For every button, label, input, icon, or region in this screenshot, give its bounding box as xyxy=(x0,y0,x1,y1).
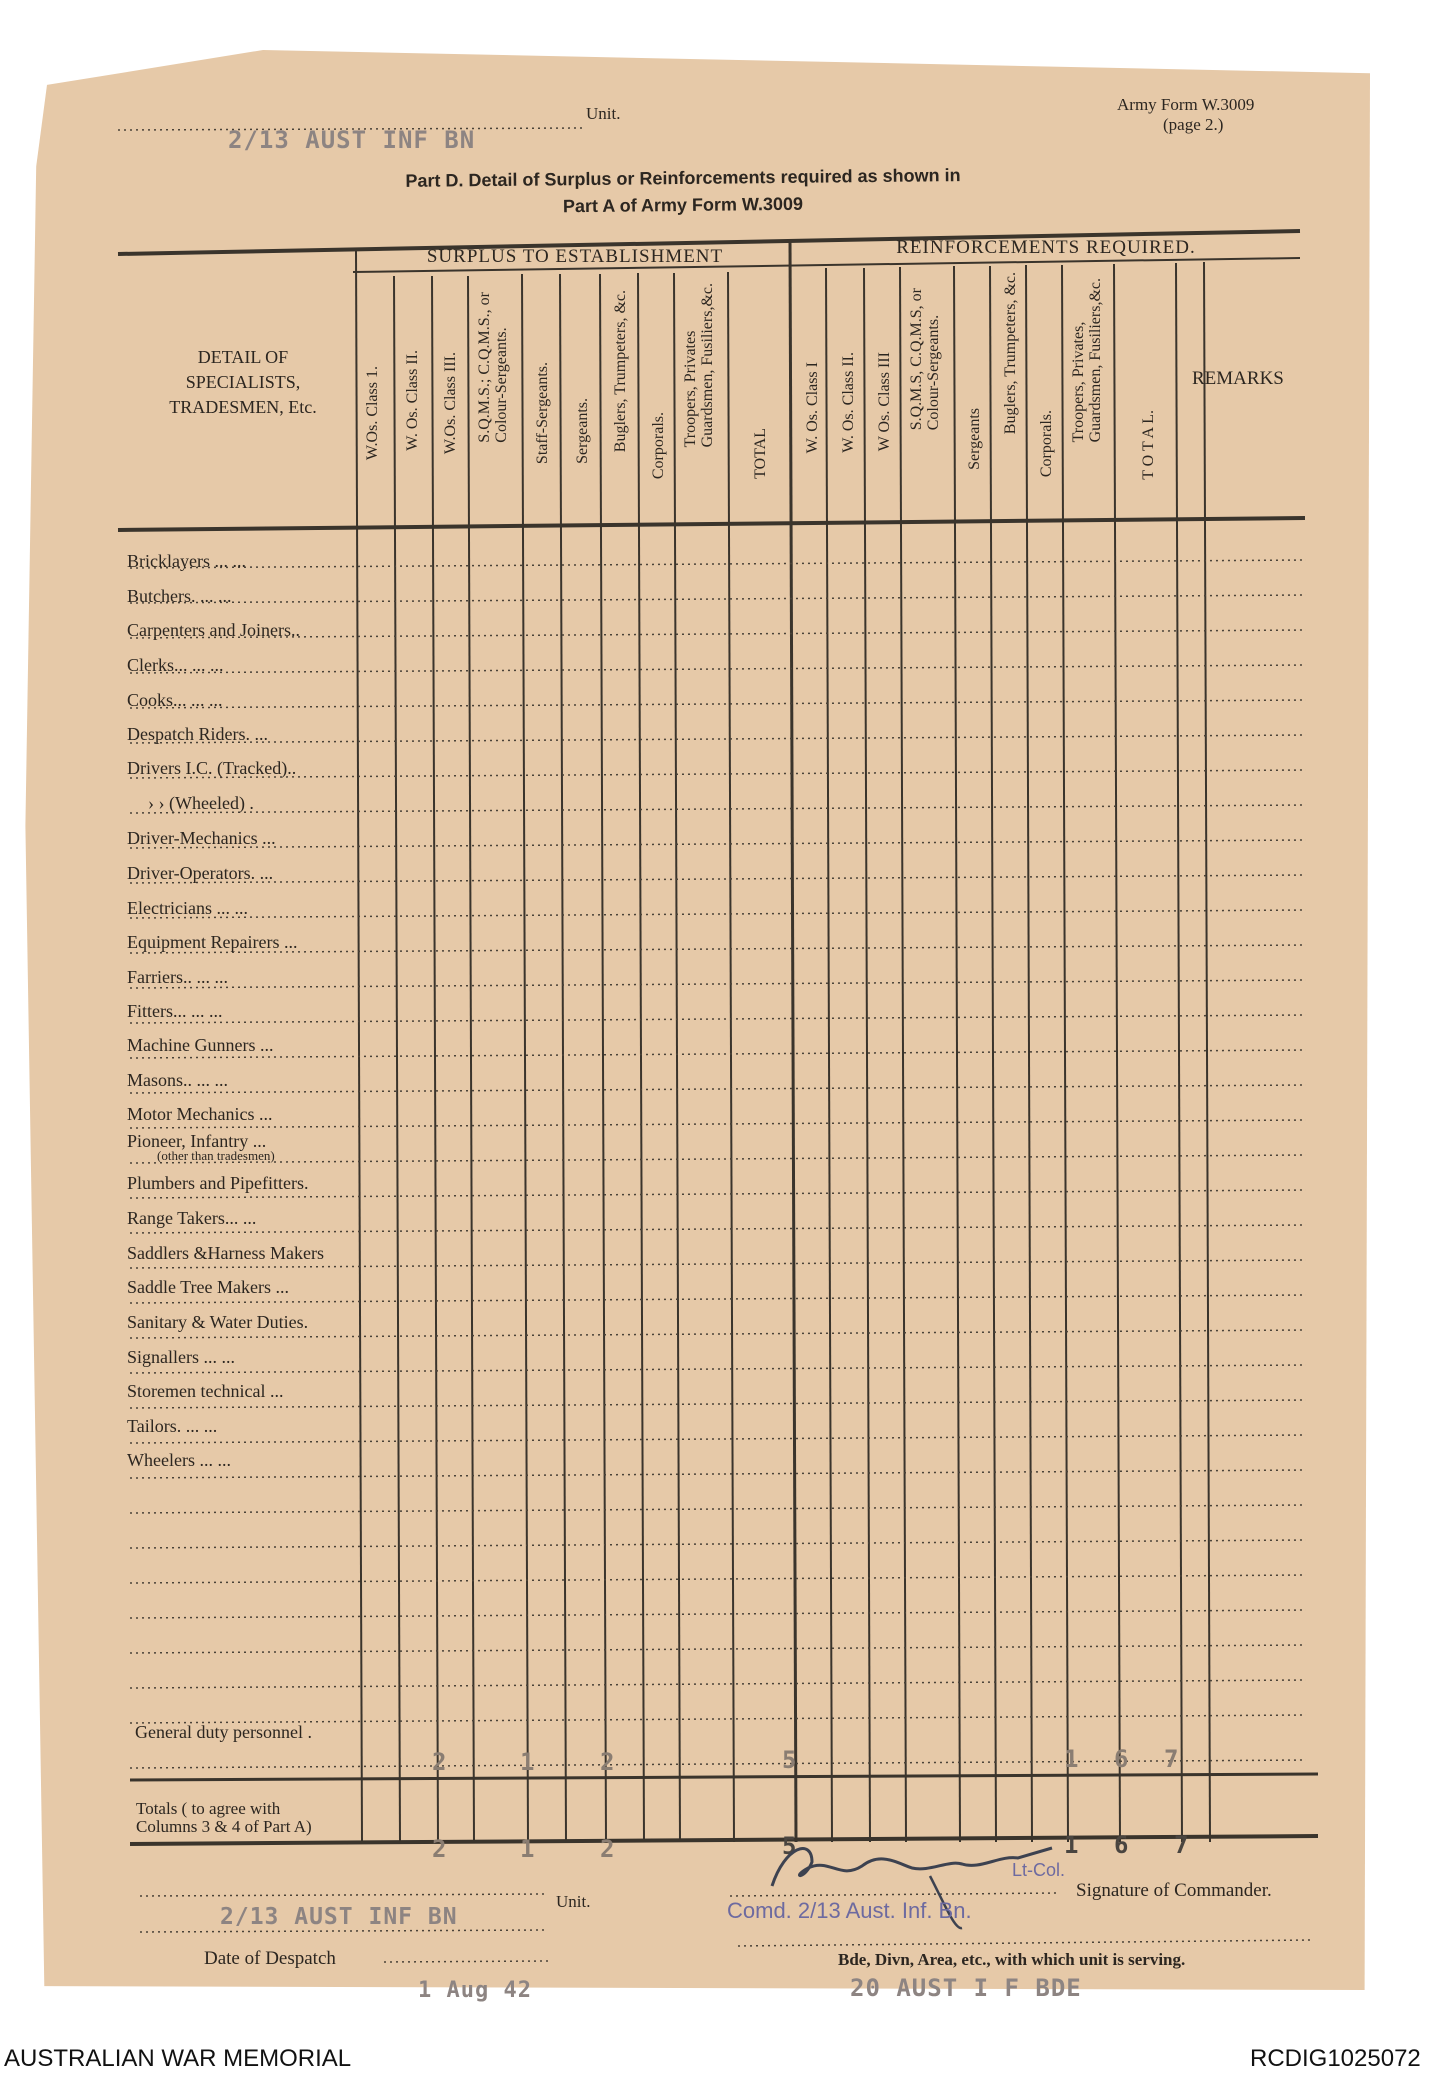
totals-ssgt: 1 xyxy=(520,1835,535,1863)
totals-rtotal: 7 xyxy=(1174,1831,1189,1859)
col-surplus-sqms-line-1: S.Q.M.S.; C.Q.M.S., or xyxy=(476,292,493,443)
date-of-despatch-value: 1 Aug 42 xyxy=(418,1978,532,2003)
row-label-pioneer-text: Pioneer, Infantry ... xyxy=(127,1131,267,1151)
col-surplus-ssgt: Staff-Sergeants. xyxy=(534,362,551,465)
surplus-group-header: SURPLUS TO ESTABLISHMENT xyxy=(426,246,724,267)
row-label-general-duty: General duty personnel . xyxy=(135,1722,312,1742)
row-label-plumbers: Plumbers and Pipefitters. xyxy=(127,1173,309,1193)
row-label-range-takers: Range Takers... ... xyxy=(127,1208,257,1228)
date-of-despatch-label: Date of Despatch xyxy=(204,1948,336,1969)
bde-value: 20 AUST I F BDE xyxy=(850,1974,1082,2002)
commander-stamp: Comd. 2/13 Aust. Inf. Bn. xyxy=(727,1898,972,1923)
row-label-motor-mechanics: Motor Mechanics ... xyxy=(127,1104,273,1124)
row-label-electricians: Electricians ... ... xyxy=(127,898,248,918)
col-reinf-wo3: W Os. Class III xyxy=(876,352,893,452)
signature-unit-label: Unit. xyxy=(556,1892,591,1911)
unit-label: Unit. xyxy=(586,104,621,123)
col-surplus-wo3: W.Os. Class III. xyxy=(442,352,459,455)
col-reinf-buglers: Buglers, Trumpeters, &c. xyxy=(1002,272,1019,435)
col-reinf-sqms-line-2: Colour-Sergeants. xyxy=(925,314,942,431)
general-duty-wo2: 2 xyxy=(432,1748,447,1776)
row-label-pioneer-note: (other than tradesmen) xyxy=(157,1148,275,1163)
bde-label: Bde, Divn, Area, etc., with which unit is serving. xyxy=(838,1950,1186,1969)
col-surplus-total: TOTAL xyxy=(752,428,769,479)
general-duty-cpl: 1 xyxy=(1064,1745,1079,1773)
general-duty-total: 5 xyxy=(782,1746,797,1774)
totals-label-line-2: Columns 3 & 4 of Part A) xyxy=(136,1817,312,1836)
form-title-line-2: Part A of Army Form W.3009 xyxy=(562,193,804,217)
col-surplus-wo1: W.Os. Class 1. xyxy=(364,366,381,461)
row-header-line-1: DETAIL OF xyxy=(197,347,289,367)
reinforcement-group-header: REINFORCEMENTS REQUIRED. xyxy=(896,237,1196,258)
unit-stamp: 2/13 AUST INF BN xyxy=(228,126,476,154)
row-label-tailors: Tailors. ... ... xyxy=(127,1416,218,1436)
totals-wo2: 2 xyxy=(432,1835,447,1863)
col-reinf-wo2: W. Os. Class II. xyxy=(840,352,857,453)
form-title-line-1: Part D. Detail of Surplus or Reinforcements required as shown in xyxy=(405,165,961,191)
col-surplus-wo2: W. Os. Class II. xyxy=(404,350,421,451)
row-label-cooks: Cooks... ... ... xyxy=(127,690,223,710)
col-reinf-sqms-line-1: S.Q.M.S, C.Q.M.S, or xyxy=(908,288,925,431)
row-label-despatch-riders: Despatch Riders. ... xyxy=(127,724,268,744)
remarks-header: REMARKS xyxy=(1192,368,1284,389)
col-surplus-cpl: Corporals. xyxy=(650,412,667,480)
col-surplus-pte-line-1: Troopers, Privates xyxy=(682,330,699,448)
signature-unit-stamp: 2/13 AUST INF BN xyxy=(220,1904,458,1930)
row-label-machine-gunners: Machine Gunners ... xyxy=(127,1035,274,1055)
col-reinf-pte-line-2: Guardsmen, Fusiliers,&c. xyxy=(1087,278,1104,443)
totals-label-line-1: Totals ( to agree with xyxy=(136,1799,281,1818)
commander-rank: Lt-Col. xyxy=(1012,1860,1066,1880)
col-reinf-wo1: W. Os. Class I xyxy=(804,362,821,454)
totals-pte: 6 xyxy=(1114,1831,1129,1859)
general-duty-pte: 6 xyxy=(1114,1745,1129,1773)
col-reinf-pte-line-1: Troopers, Privates, xyxy=(1070,321,1087,443)
row-label-sanitary: Sanitary & Water Duties. xyxy=(127,1312,309,1332)
row-label-butchers: Butchers. ... ... xyxy=(127,586,232,606)
row-label-clerks: Clerks... ... ... xyxy=(127,655,224,675)
form-page: (page 2.) xyxy=(1163,115,1224,134)
row-label-signallers: Signallers ... ... xyxy=(127,1347,235,1367)
row-label-farriers: Farriers.. ... ... xyxy=(127,967,228,987)
general-duty-sgt: 2 xyxy=(600,1748,615,1776)
row-header-line-2: SPECIALISTS, xyxy=(185,372,301,392)
form-number: Army Form W.3009 xyxy=(1117,95,1255,114)
col-reinf-cpl: Corporals. xyxy=(1038,410,1055,478)
col-reinf-sgt: Sergeants xyxy=(966,408,983,470)
row-label-saddle-tree-makers: Saddle Tree Makers ... xyxy=(127,1277,289,1297)
totals-sgt: 2 xyxy=(600,1835,615,1863)
row-label-storemen: Storemen technical ... xyxy=(127,1381,284,1401)
col-surplus-sqms-line-2: Colour-Sergeants. xyxy=(493,327,510,443)
footer-archive-name: AUSTRALIAN WAR MEMORIAL xyxy=(4,2045,352,2072)
col-reinf-total: T O T A L. xyxy=(1140,410,1157,480)
general-duty-rtotal: 7 xyxy=(1164,1745,1179,1773)
row-label-wheelers: Wheelers ... ... xyxy=(127,1450,231,1470)
col-surplus-sgt: Sergeants. xyxy=(574,398,591,464)
row-label-fitters: Fitters... ... ... xyxy=(127,1001,223,1021)
row-label-drivers-wheeled: › › (Wheeled) . xyxy=(148,793,254,813)
col-surplus-pte-line-2: Guardsmen, Fusiliers,&c. xyxy=(699,283,716,448)
totals-total: 5 xyxy=(782,1832,797,1860)
footer-record-id: RCDIG1025072 xyxy=(1250,2045,1421,2072)
row-label-carpenters: Carpenters and Joiners.. xyxy=(127,620,300,640)
row-label-driver-operators: Driver-Operators. ... xyxy=(127,863,274,883)
signature-label: Signature of Commander. xyxy=(1076,1880,1272,1901)
row-label-saddlers: Saddlers &Harness Makers xyxy=(127,1243,324,1263)
row-label-equipment-repairers: Equipment Repairers ... xyxy=(127,932,298,952)
general-duty-ssgt: 1 xyxy=(520,1748,535,1776)
row-label-masons: Masons.. ... ... xyxy=(127,1070,229,1090)
col-surplus-buglers: Buglers, Trumpeters, &c. xyxy=(612,290,629,453)
row-header-line-3: TRADESMEN, Etc. xyxy=(169,397,317,417)
totals-cpl: 1 xyxy=(1064,1831,1079,1859)
row-label-drivers-tracked: Drivers I.C. (Tracked).. xyxy=(127,758,297,778)
row-label-driver-mechanics: Driver-Mechanics ... xyxy=(127,828,276,848)
row-label-bricklayers: Bricklayers ... ... xyxy=(127,551,246,571)
